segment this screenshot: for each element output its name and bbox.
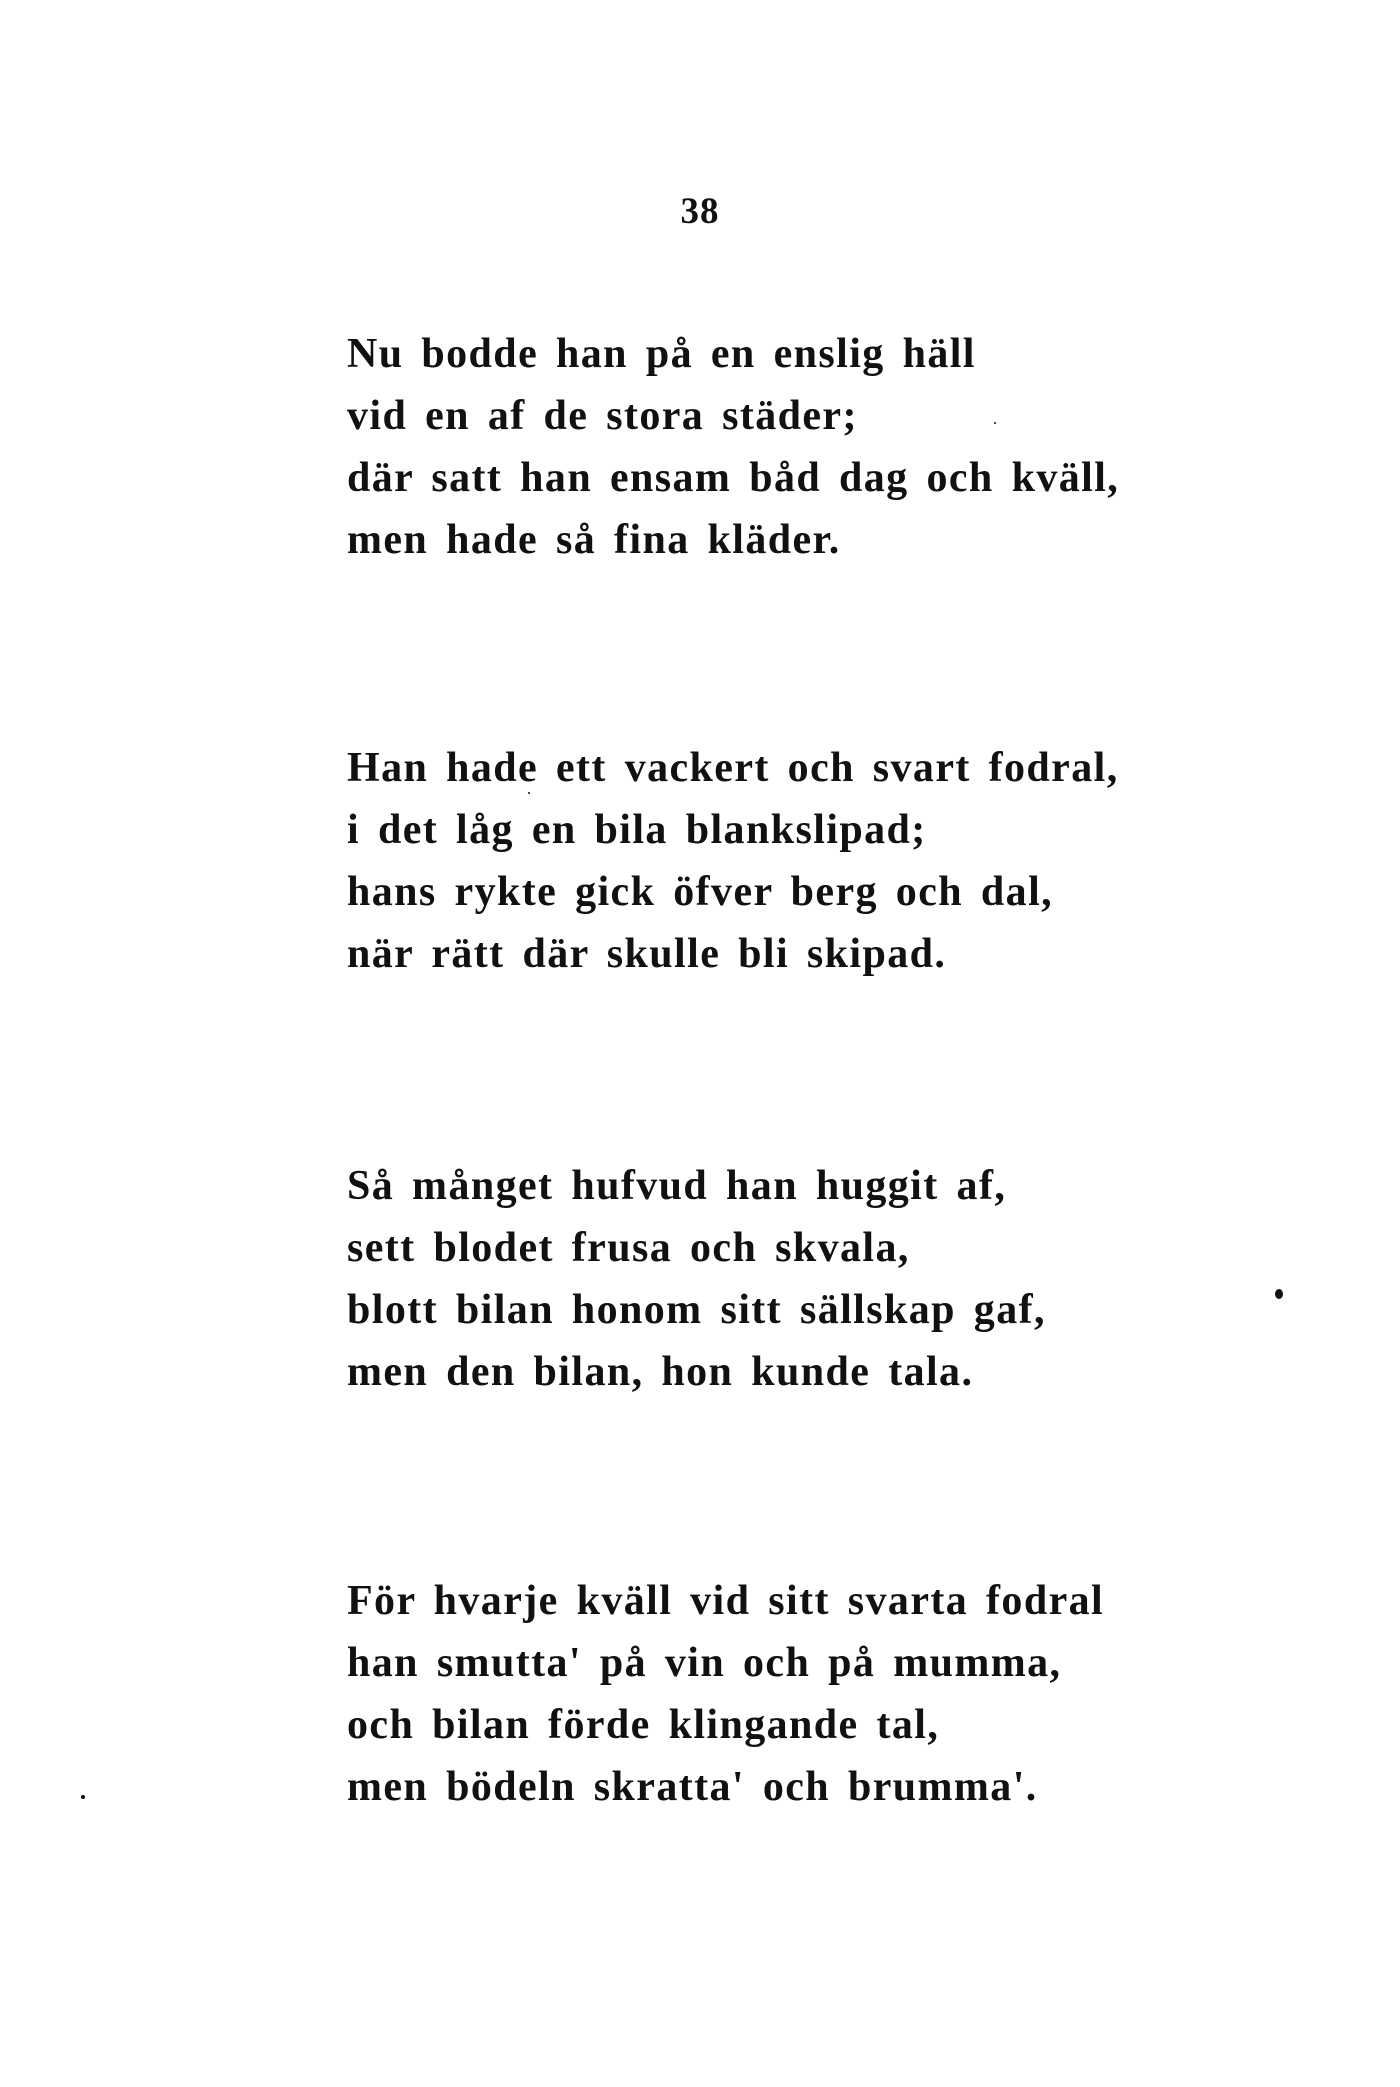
verse-line: vid en af de stora städer; [347,393,858,439]
verse-line: hans rykte gick öfver berg och dal, [347,869,1054,915]
stanza-2 [347,737,1297,985]
print-speck [81,1795,85,1799]
verse-line: och bilan förde klingande tal, [347,1702,940,1748]
print-speck [528,792,530,794]
verse-line: blott bilan honom sitt sällskap gaf, [347,1287,1046,1333]
verse-line: Så månget hufvud han huggit af, [347,1163,1007,1209]
print-speck [1275,1289,1283,1299]
verse-line: när rätt där skulle bli skipad. [347,931,947,977]
verse-line: Han hade ett vackert och svart fodral, [347,745,1119,791]
verse-line: sett blodet frusa och skvala, [347,1225,910,1271]
verse-line: För hvarje kväll vid sitt svarta fodral [347,1578,1105,1624]
stanza-4 [347,1570,1297,1818]
page-number: 38 [680,191,720,232]
stanza-3 [347,1155,1297,1403]
verse-line: Nu bodde han på en enslig häll [347,331,976,377]
verse-line: men bödeln skratta' och brumma'. [347,1764,1038,1810]
verse-line: han smutta' på vin och på mumma, [347,1640,1062,1686]
print-speck [994,422,996,424]
verse-line: men den bilan, hon kunde tala. [347,1349,974,1395]
verse-line: men hade så fina kläder. [347,517,841,563]
verse-line: i det låg en bila blankslipad; [347,807,927,853]
verse-line: där satt han ensam båd dag och kväll, [347,455,1120,501]
stanza-1 [347,323,1297,571]
